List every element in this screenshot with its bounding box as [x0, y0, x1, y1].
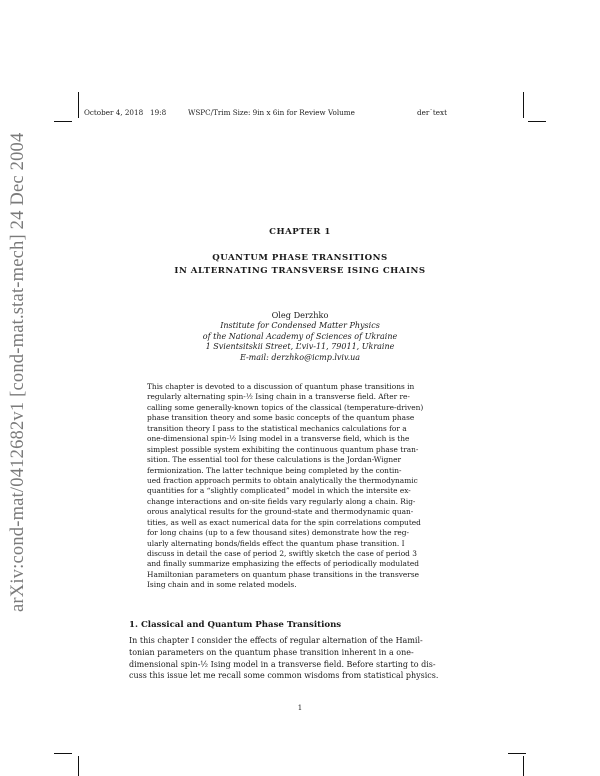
crop-mark: [54, 121, 72, 122]
body-line: cuss this issue let me recall some common wisdoms from statistical physics.: [129, 671, 439, 681]
abstract-line: This chapter is devoted to a discussion of quantum phase transitions in: [147, 382, 415, 391]
abstract-line: Ising chain and in some related models.: [147, 580, 297, 590]
abstract-line: tities, as well as exact numerical data for the spin correlations computed: [147, 517, 421, 527]
body-line: dimensional spin-½ Ising model in a transverse field. Before starting to dis-: [129, 659, 436, 669]
abstract-line: for long chains (up to a few thousand sites) demonstrate how the reg-: [147, 528, 410, 538]
crop-mark: [523, 756, 524, 776]
body-line: tonian parameters on the quantum phase transition inherent in a one-: [129, 647, 414, 657]
crop-mark: [523, 92, 524, 118]
affiliation-line: of the National Academy of Sciences of Ukraine: [202, 331, 398, 341]
abstract-line: simplest possible system exhibiting the continuous quantum phase tran-: [147, 444, 419, 454]
abstract: [147, 382, 453, 591]
crop-mark: [54, 753, 72, 754]
title-line: QUANTUM PHASE TRANSITIONS: [212, 253, 388, 263]
affiliation-line: Institute for Condensed Matter Physics: [220, 321, 380, 330]
author-name: Oleg Derzhko: [271, 310, 329, 320]
abstract-line: transition theory I pass to the statistical mechanics calculations for a: [147, 423, 407, 433]
abstract-line: sition. The essential tool for these calculations is the Jordan-Wigner: [147, 455, 402, 465]
abstract-line: change interactions and on-site fields vary regularly along a chain. Rig-: [147, 496, 416, 506]
crop-mark: [508, 753, 526, 754]
chapter-title: [0, 252, 600, 278]
abstract-line: one-dimensional spin-½ Ising model in a transverse field, which is the: [147, 434, 410, 444]
affiliation: [0, 321, 600, 363]
chapter-label: CHAPTER 1: [269, 227, 331, 237]
arxiv-stamp: arXiv:cond-mat/0412682v1 [cond-mat.stat-mech] 24 Dec 2004: [8, 132, 28, 612]
abstract-line: quantities for a “slightly complicated” model in which the intersite ex-: [147, 486, 411, 496]
header-date: October 4, 2018: [84, 108, 144, 117]
affiliation-email: E-mail: derzhko@icmp.lviv.ua: [239, 352, 361, 362]
abstract-line: and finally summarize emphasizing the effects of periodically modulated: [147, 559, 419, 569]
abstract-line: regularly alternating spin-½ Ising chain in a transverse field. After re-: [147, 392, 410, 402]
header-time: 19:8: [150, 108, 167, 117]
abstract-line: ularly alternating bonds/fields effect the quantum phase transition. I: [147, 538, 405, 548]
affiliation-line: 1 Svientsitskii Street, L’viv-11, 79011, Ukraine: [205, 342, 395, 351]
page-number: 1: [297, 704, 303, 712]
abstract-line: ued fraction approach permits to obtain analytically the thermodynamic: [147, 475, 418, 485]
abstract-line: discuss in detail the case of period 2, swiftly sketch the case of period 3: [147, 549, 417, 558]
header-file: der˙text: [417, 108, 447, 117]
body-paragraph: [129, 635, 473, 682]
abstract-line: calling some generally-known topics of the classical (temperature-driven): [147, 402, 424, 412]
abstract-line: phase transition theory and some basic concepts of the quantum phase: [147, 413, 415, 423]
title-line: IN ALTERNATING TRANSVERSE ISING CHAINS: [174, 266, 426, 276]
section-heading: 1. Classical and Quantum Phase Transitions: [129, 620, 342, 630]
abstract-line: Hamiltonian parameters on quantum phase transitions in the transverse: [147, 569, 419, 579]
header-format: WSPC/Trim Size: 9in x 6in for Review Volume: [188, 108, 355, 117]
body-line: In this chapter I consider the effects of regular alternation of the Hamil-: [129, 636, 423, 645]
crop-mark: [78, 92, 79, 118]
abstract-line: orous analytical results for the ground-state and thermodynamic quan-: [147, 507, 414, 517]
crop-mark: [528, 121, 546, 122]
abstract-line: fermionization. The latter technique being completed by the contin-: [147, 465, 402, 475]
crop-mark: [78, 756, 79, 776]
